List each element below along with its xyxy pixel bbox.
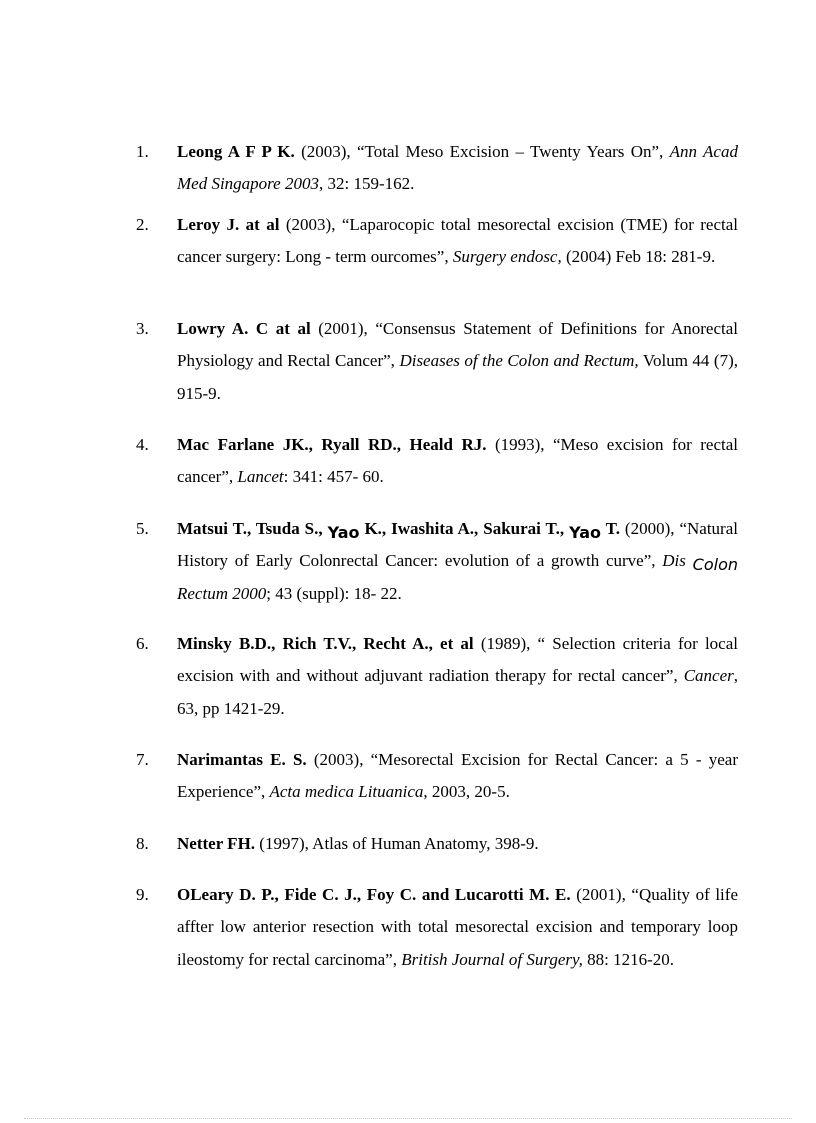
reference-run: (1989), “ Selection criteria for local excision with and without adjuvant radiation therapy for rectal cancer”, bbox=[177, 634, 738, 686]
reference-number: 1. bbox=[136, 142, 149, 161]
reference-text bbox=[177, 513, 738, 610]
reference-run: Netter FH. bbox=[177, 834, 256, 853]
reference-number: 2. bbox=[136, 215, 149, 234]
reference-text bbox=[177, 879, 738, 976]
reference-number: 3. bbox=[136, 319, 149, 338]
reference-run: Lowry A. C at al bbox=[177, 319, 311, 338]
reference-text bbox=[177, 828, 738, 860]
reference-number: 6. bbox=[136, 634, 149, 653]
reference-run: Leroy J. at al bbox=[177, 215, 280, 234]
reference-run: Yao bbox=[327, 523, 360, 542]
reference-run: Colon bbox=[692, 555, 738, 575]
reference-run: (2001), “Quality of life affter low anterior resection with total mesorectal excision and temporary loop ileostomy for rectal carcinoma”, bbox=[177, 885, 738, 969]
reference-number: 7. bbox=[136, 750, 149, 769]
reference-run: Minsky B.D., Rich T.V., Recht A., et al bbox=[177, 634, 474, 653]
reference-run: Volum 44 (7), 915-9. bbox=[177, 351, 739, 403]
reference-run: , 32: 159-162. bbox=[318, 174, 415, 194]
reference-text bbox=[177, 136, 738, 201]
reference-run: 88: 1216-20. bbox=[582, 949, 675, 969]
reference-run: Narimantas E. S. bbox=[177, 750, 307, 769]
page-bottom-divider bbox=[24, 1118, 792, 1119]
reference-number: 9. bbox=[136, 885, 149, 904]
reference-run: (2001), “Consensus Statement of Definitions for Anorectal Physiology and Rectal Cancer”, bbox=[177, 319, 738, 371]
reference-run: (2003), “Total Meso Excision – Twenty Years On”, bbox=[294, 142, 670, 161]
reference-run: Mac Farlane JK., Ryall RD., Heald RJ. bbox=[177, 435, 487, 454]
reference-run: (1997), Atlas of Human Anatomy, 398-9. bbox=[255, 834, 539, 853]
reference-run: (2000), “Natural History of Early Colonrectal Cancer: evolution of a growth curve”, bbox=[177, 519, 738, 571]
reference-number: 8. bbox=[136, 834, 149, 853]
reference-run: Ann Acad Med Singapore 2003 bbox=[177, 142, 738, 194]
reference-run: , 63, pp 1421-29. bbox=[177, 666, 738, 718]
reference-run: Rectum 2000 bbox=[177, 583, 267, 603]
reference-run: OLeary D. P., Fide C. J., Foy C. and Lucarotti M. E. bbox=[177, 885, 571, 904]
reference-run: Lancet bbox=[237, 467, 284, 487]
reference-run: T. bbox=[600, 519, 620, 538]
reference-number: 5. bbox=[136, 519, 149, 538]
reference-run: Leong A F P K. bbox=[177, 142, 295, 161]
reference-text bbox=[177, 628, 738, 725]
reference-run: Acta medica Lituanica bbox=[269, 782, 424, 802]
reference-run: British Journal of Surgery, bbox=[401, 949, 583, 969]
reference-run: (2004) Feb 18: 281-9. bbox=[561, 247, 716, 267]
reference-number: 4. bbox=[136, 435, 149, 454]
reference-text bbox=[177, 209, 738, 274]
reference-run: Dis bbox=[662, 551, 693, 571]
reference-text bbox=[177, 429, 738, 494]
reference-run: (2003), “Laparocopic total mesorectal excision (TME) for rectal cancer surgery: Long - term ourcomes”, bbox=[177, 215, 738, 267]
reference-run: (2003), “Mesorectal Excision for Rectal Cancer: a 5 - year Experience”, bbox=[177, 750, 738, 802]
reference-run: Matsui T., Tsuda S., bbox=[177, 519, 328, 538]
reference-run: ; 43 (suppl): 18- 22. bbox=[266, 583, 402, 603]
reference-run: Yao bbox=[569, 523, 601, 542]
reference-run: , 2003, 20-5. bbox=[423, 782, 510, 802]
reference-run: K., Iwashita A., Sakurai T., bbox=[359, 519, 570, 538]
reference-run: Surgery endosc, bbox=[452, 247, 562, 267]
reference-run: Diseases of the Colon and Rectum, bbox=[399, 351, 639, 371]
reference-run: (1993), “Meso excision for rectal cancer”, bbox=[177, 435, 738, 487]
reference-run: Cancer bbox=[683, 666, 734, 686]
reference-text bbox=[177, 313, 738, 410]
reference-text bbox=[177, 744, 738, 809]
reference-run: : 341: 457- 60. bbox=[283, 467, 384, 487]
